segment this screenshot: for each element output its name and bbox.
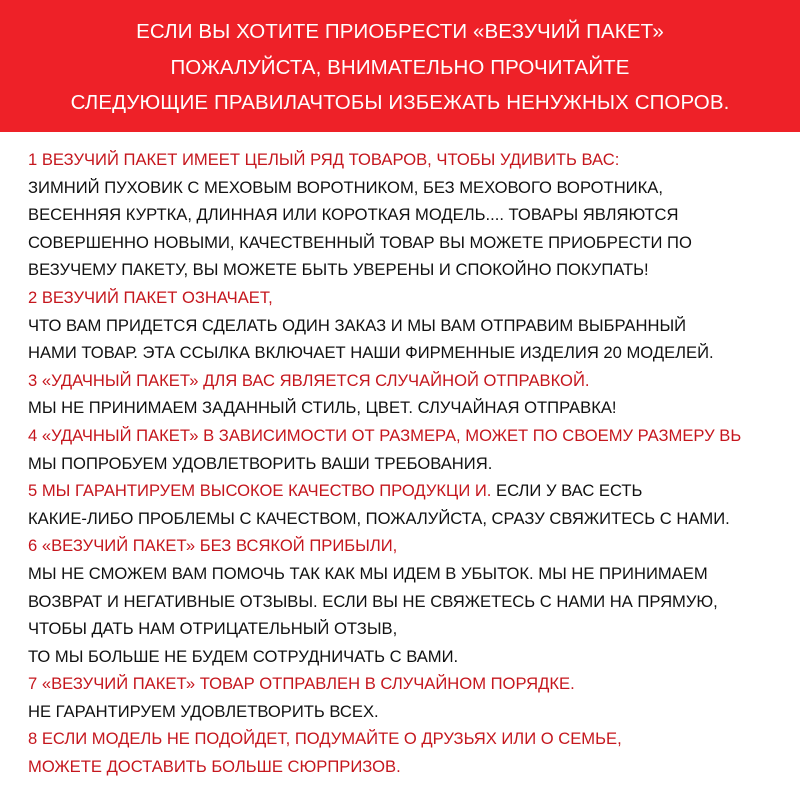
rule-heading-text: 3 «УДАЧНЫЙ ПАКЕТ» ДЛЯ ВАС ЯВЛЯЕТСЯ СЛУЧАЙНОЙ ОТПРАВКОЙ.	[28, 370, 590, 390]
rule-body-text: СОВЕРШЕННО НОВЫМИ, КАЧЕСТВЕННЫЙ ТОВАР ВЫ МОЖЕТЕ ПРИОБРЕСТИ ПО	[28, 232, 692, 252]
rule-body-text: ВЕСЕННЯЯ КУРТКА, ДЛИННАЯ ИЛИ КОРОТКАЯ МОДЕЛЬ.... ТОВАРЫ ЯВЛЯЮТСЯ	[28, 205, 679, 225]
rule-line	[28, 615, 800, 643]
rule-line	[28, 339, 800, 367]
rule-line	[28, 367, 800, 395]
rule-line	[28, 560, 800, 588]
rule-heading-text: МОЖЕТЕ ДОСТАВИТЬ БОЛЬШЕ СЮРПРИЗОВ.	[28, 757, 401, 777]
rule-heading-text: 6 «ВЕЗУЧИЙ ПАКЕТ» БЕЗ ВСЯКОЙ ПРИБЫЛИ,	[28, 536, 398, 556]
rule-body-text: ЕСЛИ У ВАС ЕСТЬ	[491, 481, 643, 501]
rule-line	[28, 725, 800, 753]
rule-line	[28, 284, 800, 312]
rule-body-text: НАМИ ТОВАР. ЭТА ССЫЛКА ВКЛЮЧАЕТ НАШИ ФИРМЕННЫЕ ИЗДЕЛИЯ 20 МОДЕЛЕЙ.	[28, 343, 714, 363]
rule-body-text: ЧТО ВАМ ПРИДЕТСЯ СДЕЛАТЬ ОДИН ЗАКАЗ И МЫ ВАМ ОТПРАВИМ ВЫБРАННЫЙ	[28, 315, 687, 335]
header-line-2: ПОЖАЛУЙСТА, ВНИМАТЕЛЬНО ПРОЧИТАЙТЕ	[170, 56, 630, 79]
rule-line	[28, 146, 800, 174]
rule-line	[28, 643, 800, 671]
rule-body-text: ТО МЫ БОЛЬШЕ НЕ БУДЕМ СОТРУДНИЧАТЬ С ВАМИ.	[28, 646, 459, 666]
rule-heading-text: 8 ЕСЛИ МОДЕЛЬ НЕ ПОДОЙДЕТ, ПОДУМАЙТЕ О ДРУЗЬЯХ ИЛИ О СЕМЬЕ,	[28, 729, 622, 749]
header-line-1: ЕСЛИ ВЫ ХОТИТЕ ПРИОБРЕСТИ «ВЕЗУЧИЙ ПАКЕТ»	[136, 20, 664, 43]
rule-body-text: НЕ ГАРАНТИРУЕМ УДОВЛЕТВОРИТЬ ВСЕХ.	[28, 701, 379, 721]
rule-line	[28, 422, 800, 450]
rule-line	[28, 477, 800, 505]
rule-body-text: ВОЗВРАТ И НЕГАТИВНЫЕ ОТЗЫВЫ. ЕСЛИ ВЫ НЕ СВЯЖЕТЕСЬ С НАМИ НА ПРЯМУЮ,	[28, 591, 718, 611]
rule-body-text: МЫ ПОПРОБУЕМ УДОВЛЕТВОРИТЬ ВАШИ ТРЕБОВАНИЯ.	[28, 453, 493, 473]
rule-body-text: МЫ НЕ ПРИНИМАЕМ ЗАДАННЫЙ СТИЛЬ, ЦВЕТ. СЛУЧАЙНАЯ ОТПРАВКА!	[28, 398, 617, 418]
rule-heading-text: 7 «ВЕЗУЧИЙ ПАКЕТ» ТОВАР ОТПРАВЛЕН В СЛУЧАЙНОМ ПОРЯДКЕ.	[28, 674, 575, 694]
rule-line	[28, 505, 800, 533]
rule-line	[28, 201, 800, 229]
rule-line	[28, 229, 800, 257]
rule-line	[28, 670, 800, 698]
rule-line	[28, 753, 800, 781]
rule-line	[28, 532, 800, 560]
rule-heading-text: 4 «УДАЧНЫЙ ПАКЕТ» В ЗАВИСИМОСТИ ОТ РАЗМЕРА, МОЖЕТ ПО СВОЕМУ РАЗМЕРУ ВЬ	[28, 425, 742, 445]
rule-line	[28, 450, 800, 478]
rule-heading-text: 2 ВЕЗУЧИЙ ПАКЕТ ОЗНАЧАЕТ,	[28, 287, 273, 307]
rule-body-text: ЧТОБЫ ДАТЬ НАМ ОТРИЦАТЕЛЬНЫЙ ОТЗЫВ,	[28, 619, 398, 639]
header-banner	[0, 0, 800, 132]
rule-body-text: МЫ НЕ СМОЖЕМ ВАМ ПОМОЧЬ ТАК КАК МЫ ИДЕМ В УБЫТОК. МЫ НЕ ПРИНИМАЕМ	[28, 563, 708, 583]
rules-text	[28, 146, 800, 781]
rule-line	[28, 588, 800, 616]
rule-line	[28, 256, 800, 284]
rule-body-text: КАКИЕ-ЛИБО ПРОБЛЕМЫ С КАЧЕСТВОМ, ПОЖАЛУЙСТА, СРАЗУ СВЯЖИТЕСЬ С НАМИ.	[28, 508, 730, 528]
rule-line	[28, 312, 800, 340]
header-line-3: СЛЕДУЮЩИЕ ПРАВИЛАЧТОБЫ ИЗБЕЖАТЬ НЕНУЖНЫХ СПОРОВ.	[70, 91, 730, 114]
rule-line	[28, 394, 800, 422]
rule-heading-text: 5 МЫ ГАРАНТИРУЕМ ВЫСОКОЕ КАЧЕСТВО ПРОДУКЦИ И.	[28, 481, 492, 501]
rule-body-text: ЗИМНИЙ ПУХОВИК С МЕХОВЫМ ВОРОТНИКОМ, БЕЗ МЕХОВОГО ВОРОТНИКА,	[28, 177, 663, 197]
rule-heading-text: 1 ВЕЗУЧИЙ ПАКЕТ ИМЕЕТ ЦЕЛЫЙ РЯД ТОВАРОВ, ЧТОБЫ УДИВИТЬ ВАС:	[28, 150, 620, 169]
rule-body-text: ВЕЗУЧЕМУ ПАКЕТУ, ВЫ МОЖЕТЕ БЫТЬ УВЕРЕНЫ И СПОКОЙНО ПОКУПАТЬ!	[28, 260, 649, 280]
rule-line	[28, 174, 800, 202]
rule-line	[28, 698, 800, 726]
